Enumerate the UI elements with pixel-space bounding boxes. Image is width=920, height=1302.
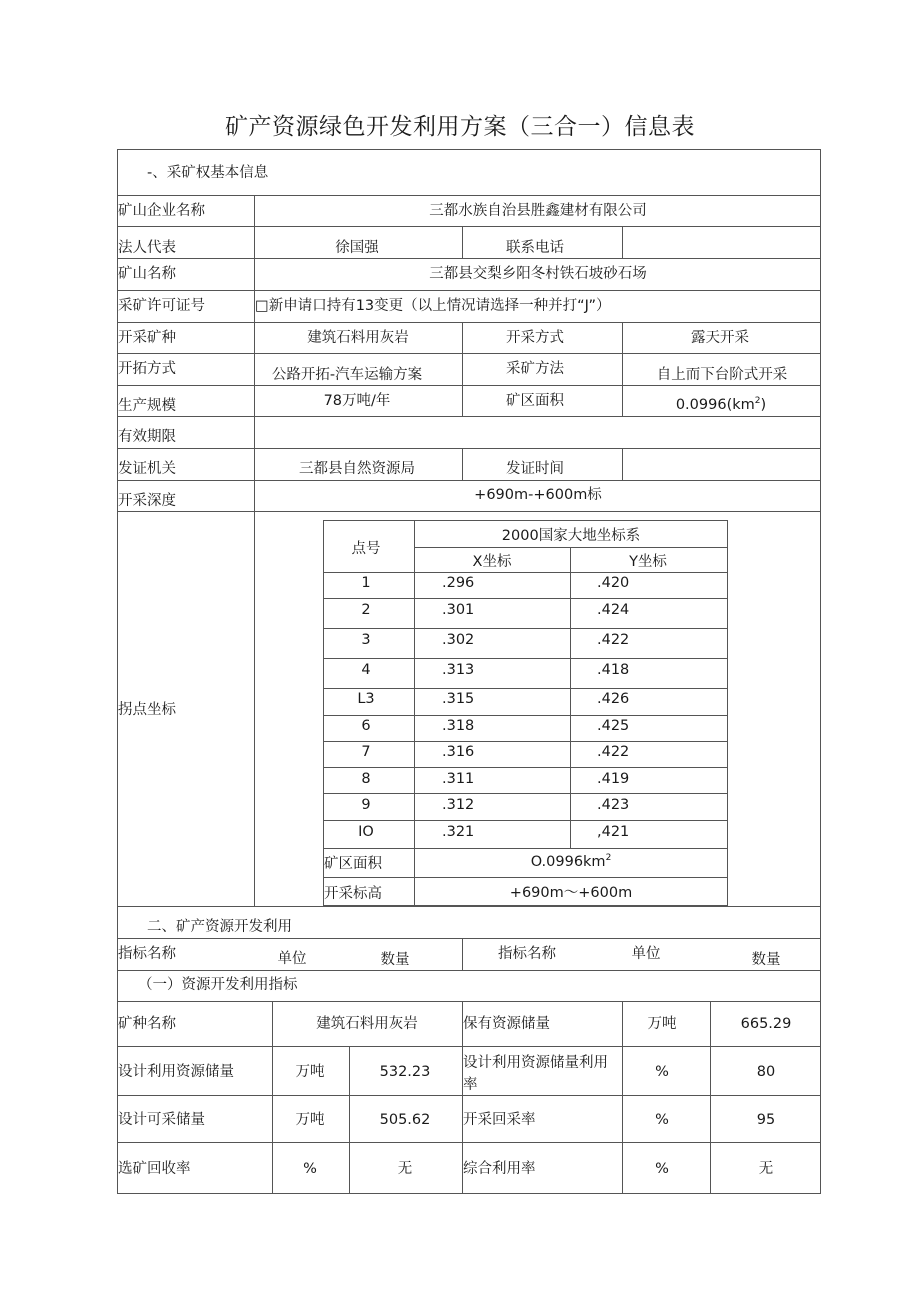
area-label: 矿区面积 [506, 393, 564, 409]
col-divider [622, 226, 623, 258]
area-value [676, 392, 766, 414]
coord-line [323, 793, 728, 794]
col-divider [462, 448, 463, 480]
mine-name-value: 三都县交梨乡阳冬村铁石坡砂石场 [429, 266, 647, 282]
metric-value-2: 80 [756, 1064, 776, 1080]
coord-x-value: .296 [442, 575, 475, 591]
scale-value: 78万吨/年 [323, 393, 391, 409]
metric-name-2: 综合利用率 [463, 1161, 536, 1177]
col-divider [462, 226, 463, 258]
coord-line [570, 547, 571, 849]
row-divider [117, 416, 821, 417]
coord-y-value: .426 [597, 691, 630, 707]
coord-elev-value: +690m～+600m [509, 885, 633, 901]
section-heading: -、采矿权基本信息 [147, 165, 269, 181]
metric-unit-2: % [655, 1161, 669, 1177]
develop-label: 开拓方式 [118, 361, 176, 377]
metric-unit-2: 万吨 [647, 1016, 677, 1032]
metric-value-2: 665.29 [740, 1016, 792, 1032]
coord-area-superscript: 2 [605, 853, 612, 863]
metric-name: 选矿回收率 [118, 1161, 191, 1177]
coord-x-value: .302 [442, 632, 475, 648]
col-divider [462, 938, 463, 970]
col-divider [622, 1001, 623, 1194]
coord-point-id: 3 [361, 632, 371, 648]
x-header: X坐标 [472, 554, 512, 570]
row-divider [117, 385, 821, 386]
system-header: 2000国家大地坐标系 [501, 528, 641, 544]
coord-y-value: .422 [597, 632, 630, 648]
row-divider [117, 970, 821, 971]
row-divider [117, 1001, 821, 1002]
coord-line [323, 658, 728, 659]
row-divider [117, 195, 821, 196]
mineral-label: 开采矿种 [118, 330, 176, 346]
row-divider [117, 448, 821, 449]
coord-x-value: .311 [442, 771, 475, 787]
mine-name-label: 矿山名称 [118, 266, 176, 282]
metric-value: 505.62 [379, 1112, 431, 1128]
coord-line [323, 820, 728, 821]
table-border-right [820, 149, 821, 1194]
legal-rep-value: 徐国强 [335, 240, 379, 256]
coord-point-id: 1 [361, 575, 371, 591]
coord-point-id: IO [358, 824, 374, 840]
phone-label: 联系电话 [506, 240, 564, 256]
coord-point-id: L3 [357, 691, 375, 707]
row-divider [117, 480, 821, 481]
coord-y-value: .424 [597, 602, 630, 618]
col-divider [622, 448, 623, 480]
row-divider [117, 290, 821, 291]
col-qty2-header: 数量 [751, 952, 781, 968]
validity-label: 有效期限 [118, 429, 176, 445]
coord-elev-label: 开采标高 [324, 886, 382, 902]
coord-x-value: .321 [442, 824, 475, 840]
metric-unit: 万吨 [295, 1064, 325, 1080]
coord-line [323, 848, 728, 849]
enterprise-value: 三都水族自治县胜鑫建材有限公司 [429, 203, 647, 219]
depth-label: 开采深度 [118, 493, 176, 509]
coord-x-value: .312 [442, 797, 475, 813]
coord-line [323, 877, 728, 878]
metric-name: 设计可采储量 [118, 1112, 205, 1128]
legal-rep-label: 法人代表 [118, 240, 176, 256]
coord-y-value: .420 [597, 575, 630, 591]
metric-unit: 万吨 [295, 1112, 325, 1128]
coord-point-id: 2 [361, 602, 371, 618]
row-divider [117, 226, 821, 227]
point-header: 点号 [351, 541, 381, 557]
area-superscript: 2 [754, 396, 761, 406]
coord-line [323, 520, 324, 906]
mineral-value: 建筑石料用灰岩 [307, 330, 409, 346]
col-name2-header: 指标名称 [498, 946, 556, 962]
coord-line [323, 688, 728, 689]
metric-unit-2: % [655, 1064, 669, 1080]
row-divider [117, 938, 821, 939]
coord-y-value: ,421 [597, 824, 630, 840]
row-divider [117, 1046, 821, 1047]
metric-value: 无 [397, 1161, 413, 1177]
row-divider [117, 906, 821, 907]
col-divider [622, 322, 623, 417]
coord-y-value: .419 [597, 771, 630, 787]
coord-line [323, 905, 728, 906]
coord-x-value: .316 [442, 744, 475, 760]
coord-line [727, 520, 728, 906]
row-divider [117, 258, 821, 259]
area-paren: ) [760, 396, 767, 413]
col-divider [462, 322, 463, 417]
metric-name-2: 设计利用资源储量利用率 [463, 1055, 608, 1093]
section2-heading: 二、矿产资源开发利用 [147, 919, 292, 935]
method-value: 自上而下台阶式开采 [656, 367, 788, 383]
coord-y-value: .425 [597, 718, 630, 734]
depth-value: +690m-+600m标 [474, 487, 602, 503]
metric-value-2: 无 [758, 1161, 774, 1177]
table-border-bottom [117, 1193, 821, 1194]
col-unit2-header: 单位 [631, 946, 661, 962]
coord-y-value: .418 [597, 662, 630, 678]
metric-unit: % [303, 1161, 317, 1177]
issuer-label: 发证机关 [118, 461, 176, 477]
issuer-value: 三都县自然资源局 [299, 461, 415, 477]
coord-line [323, 628, 728, 629]
license-label: 采矿许可证号 [118, 298, 205, 314]
coord-x-value: .318 [442, 718, 475, 734]
metric-value: 532.23 [379, 1064, 431, 1080]
row-divider [117, 1142, 821, 1143]
coord-point-id: 9 [361, 797, 371, 813]
coord-line [414, 547, 728, 548]
coord-x-value: .313 [442, 662, 475, 678]
col-qty1-header: 数量 [380, 952, 410, 968]
metric-name-2: 开采回采率 [463, 1112, 536, 1128]
table-border-top [117, 149, 821, 150]
license-value: □新申请口持有13变更（以上情况请选择一种并打“J”） [255, 298, 611, 314]
coord-line [323, 520, 728, 521]
coord-area-number: O.0996km [530, 853, 606, 870]
coord-line [414, 520, 415, 906]
y-header: Y坐标 [629, 554, 667, 570]
metric-value-2: 95 [756, 1112, 776, 1128]
coord-line [323, 715, 728, 716]
col-divider [349, 1046, 350, 1194]
coord-point-id: 4 [361, 662, 371, 678]
row-divider [117, 353, 821, 354]
coord-area-label: 矿区面积 [324, 856, 382, 872]
coord-area-value [531, 849, 612, 871]
metric-name: 矿种名称 [118, 1016, 176, 1032]
metric-value: 建筑石料用灰岩 [316, 1016, 418, 1032]
area-number: 0.0996(km [675, 396, 755, 413]
coord-x-value: .301 [442, 602, 475, 618]
metric-name-2: 保有资源储量 [463, 1016, 550, 1032]
coord-x-value: .315 [442, 691, 475, 707]
coord-point-id: 6 [361, 718, 371, 734]
col-divider [710, 1001, 711, 1194]
mining-mode-label: 开采方式 [506, 330, 564, 346]
coord-line [323, 741, 728, 742]
coord-line [323, 598, 728, 599]
coord-y-value: .422 [597, 744, 630, 760]
enterprise-label: 矿山企业名称 [118, 203, 205, 219]
coord-point-id: 7 [361, 744, 371, 760]
coord-y-value: .423 [597, 797, 630, 813]
coord-point-id: 8 [361, 771, 371, 787]
coord-line [323, 767, 728, 768]
corner-coords-label: 拐点坐标 [118, 702, 176, 718]
page-title: 矿产资源绿色开发利用方案（三合一）信息表 [225, 114, 695, 140]
mining-mode-value: 露天开采 [691, 330, 749, 346]
method-label: 采矿方法 [506, 361, 564, 377]
metric-name: 设计利用资源储量 [118, 1064, 234, 1080]
row-divider [117, 511, 821, 512]
scale-label: 生产规模 [118, 398, 176, 414]
col-divider [272, 1001, 273, 1194]
col-name1-header: 指标名称 [118, 946, 176, 962]
sub-heading: （一）资源开发利用指标 [138, 977, 298, 993]
metric-unit-2: % [655, 1112, 669, 1128]
row-divider [117, 322, 821, 323]
issue-time-label: 发证时间 [506, 461, 564, 477]
develop-value: 公路开拓-汽车运输方案 [271, 367, 423, 383]
col-unit1-header: 单位 [277, 951, 307, 967]
coord-line [323, 572, 728, 573]
